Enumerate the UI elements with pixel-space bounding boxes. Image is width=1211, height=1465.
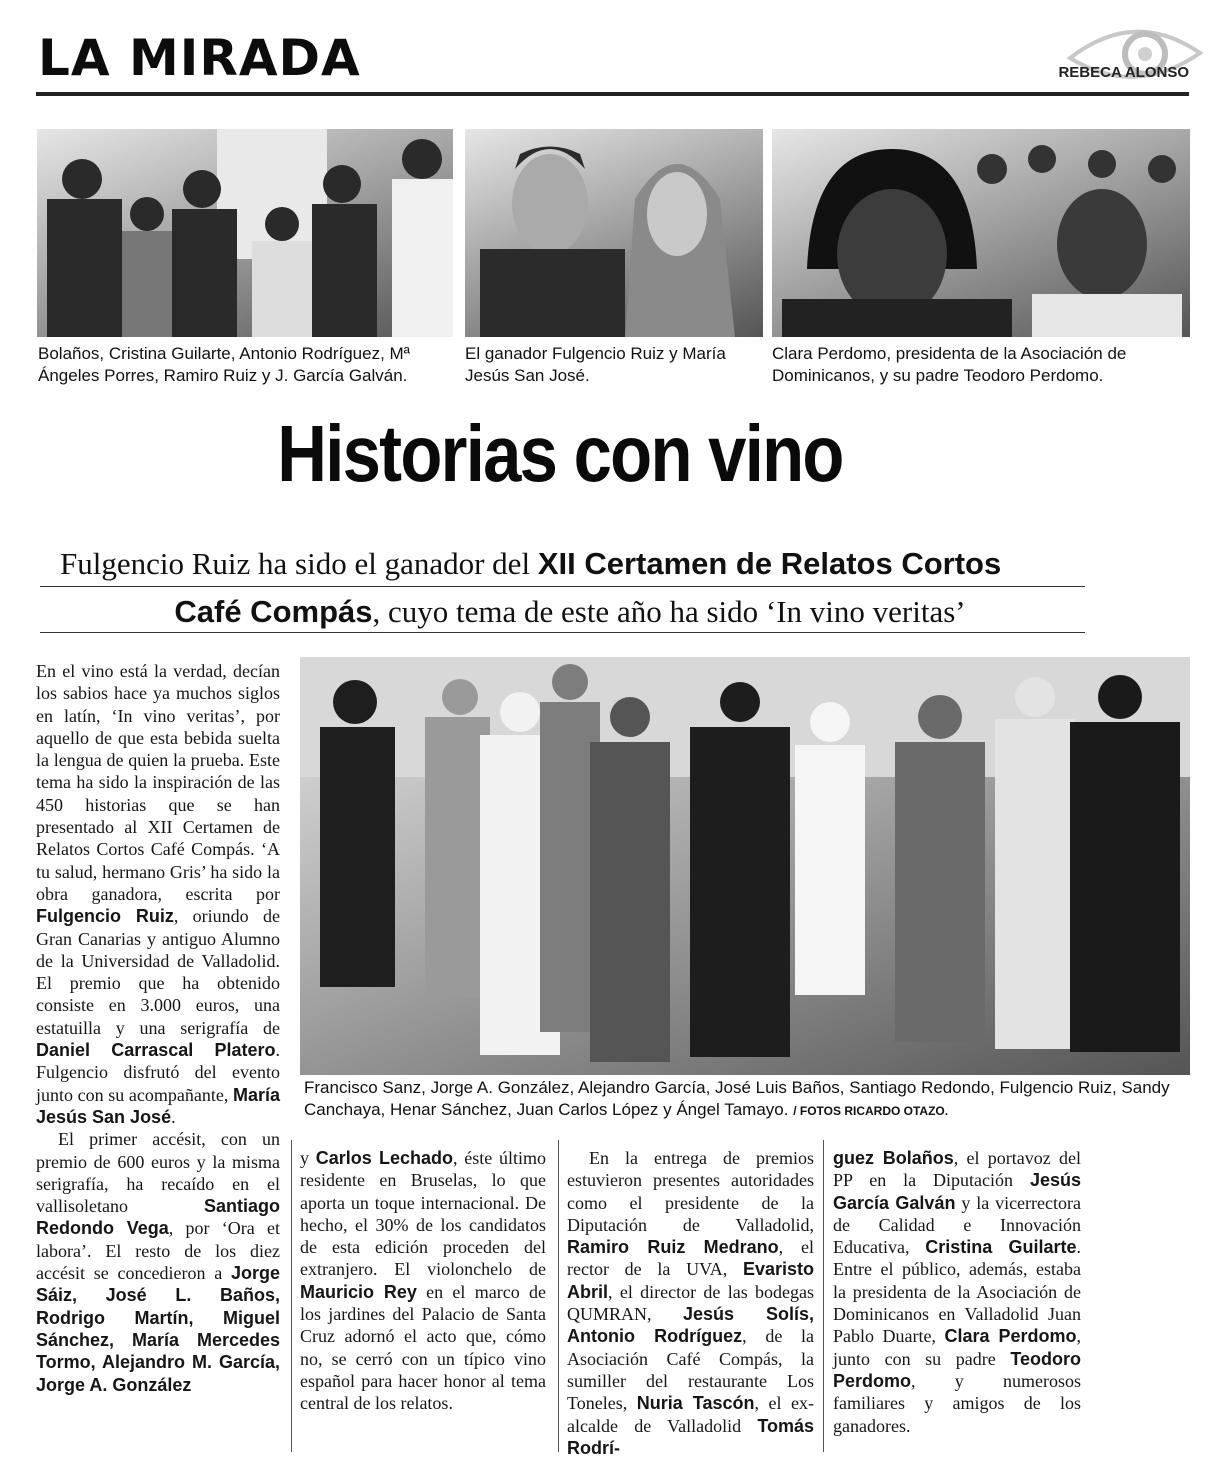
name-bold: Santiago Redondo Vega xyxy=(36,1196,280,1239)
caption-group-text: Francisco Sanz, Jorge A. González, Alejandro García, José Luis Baños, Santiago Redondo, Fulgencio Ruiz, Sandy Canchaya, Henar Sánchez, Juan Carlos López y Ángel Tamayo. xyxy=(304,1078,1170,1119)
subheadline-rule xyxy=(40,586,1085,587)
text: , junto con su padre xyxy=(833,1326,1081,1369)
paragraph xyxy=(36,660,280,1128)
photo-credit: / FOTOS RICARDO OTAZO. xyxy=(793,1104,949,1118)
column-divider xyxy=(558,1140,559,1452)
photo-perdomo xyxy=(772,129,1190,337)
header-rule xyxy=(36,92,1189,96)
article-column-2 xyxy=(300,1147,546,1415)
text: . xyxy=(171,1106,176,1127)
text: , oriundo de Gran Canarias y antiguo Alumno de la Universidad de Valladolid. El premio que ha obtenido consiste en 3.000 euros, una estatuilla y una serigrafía de xyxy=(36,906,281,1038)
subheadline-rule xyxy=(40,632,1085,633)
subheadline-text: Fulgencio Ruiz ha sido el ganador del xyxy=(60,546,538,581)
headline: Historias con vino xyxy=(277,409,843,498)
name-bold: Ramiro Ruiz Medrano xyxy=(567,1237,779,1258)
name-bold: Tomás Rodrí- xyxy=(567,1415,814,1458)
article-column-4 xyxy=(833,1147,1081,1437)
subheadline-line-1 xyxy=(60,545,1090,583)
name-bold: Nuria Tascón xyxy=(636,1393,755,1414)
name-bold: María Jesús San José xyxy=(36,1084,280,1127)
text: en el marco de los jardines del Palacio de Santa Cruz adornó el acto que, cómo no, se cerró con un típico vino español para hacer honor al tema central de los relatos. xyxy=(300,1281,546,1414)
article-column-1 xyxy=(36,660,280,1396)
byline: REBECA ALONSO xyxy=(1058,64,1189,81)
text: , el rector de la UVA, xyxy=(567,1237,814,1280)
subheadline-bold: Café Compás xyxy=(174,594,373,629)
caption-winner: El ganador Fulgencio Ruiz y María Jesús San José. xyxy=(465,344,726,385)
paragraph xyxy=(36,1128,280,1396)
caption-group xyxy=(304,1077,1184,1122)
name-bold: Jesús Solís, Antonio Rodríguez xyxy=(567,1304,814,1347)
paragraph xyxy=(300,1147,546,1415)
photo-winner xyxy=(465,129,763,337)
name-bold: Evaristo Abril xyxy=(567,1259,814,1302)
section-title: LA MIRADA xyxy=(38,29,361,87)
photo-officials xyxy=(37,129,453,337)
name-bold: Clara Perdomo xyxy=(944,1326,1077,1347)
column-divider xyxy=(823,1140,824,1452)
text: , el director de las bodegas QUMRAN, xyxy=(567,1281,814,1325)
text: , el ex-alcalde de Valladolid xyxy=(567,1393,814,1436)
text: . Entre el público, además, estaba la presidenta de la Asociación de Dominicanos en Valladolid Juan Pablo Duarte, xyxy=(833,1237,1081,1347)
caption-officials: Bolaños, Cristina Guilarte, Antonio Rodríguez, Mª Ángeles Porres, Ramiro Ruiz y J. García Galván. xyxy=(38,344,410,385)
paragraph xyxy=(567,1147,814,1459)
article-column-3 xyxy=(567,1147,814,1459)
subheadline-bold: XII Certamen de Relatos Cortos xyxy=(537,546,1002,581)
text: , por ‘Ora et labora’. El resto de los diez accésit se concedieron a xyxy=(36,1218,281,1284)
text: , y numerosos familiares y amigos de los ganadores. xyxy=(833,1370,1081,1436)
paragraph xyxy=(833,1147,1081,1437)
photo-group xyxy=(300,657,1190,1075)
text: . Fulgencio disfrutó del evento junto con su acompañante, xyxy=(36,1040,280,1105)
text: , el portavoz del PP en la Diputación xyxy=(833,1148,1081,1191)
name-bold: Mauricio Rey xyxy=(300,1281,417,1302)
text: En el vino está la verdad, decían los sabios hace ya muchos siglos en latín, ‘In vino veritas’, por aquello de que esta bebida suelta la lengua de quien la prueba. Este tema ha sido la inspiración de las 450 historias que se han presentado al XII Certamen de Relatos Cortos Café Compás. ‘A tu salud, hermano Gris’ ha sido la obra ganadora, escrita por xyxy=(36,661,280,904)
text: , éste último residente en Bruselas, lo que aporta un toque internacional. De hecho, el 30% de los candidatos de esta edición proceden del extranjero. El violonchelo de xyxy=(300,1148,546,1280)
eye-logo-icon xyxy=(1060,8,1210,98)
name-bold: guez Bolaños xyxy=(833,1148,954,1168)
text: El primer accésit, con un premio de 600 euros y la misma serigrafía, ha recaído en el vallisoletano xyxy=(36,1129,280,1217)
name-bold: Daniel Carrascal Platero xyxy=(36,1040,276,1061)
name-bold: Carlos Lechado xyxy=(315,1148,454,1168)
name-bold: Jorge Sáiz, José L. Baños, Rodrigo Martín, Miguel Sánchez, María Mercedes Tormo, Alejandro M. García, Jorge A. González xyxy=(36,1263,280,1395)
text: En la entrega de premios estuvieron presentes autoridades como el presidente de la Diputación de Valladolid, xyxy=(567,1148,814,1235)
text: y xyxy=(300,1148,316,1168)
name-bold: Jesús García Galván xyxy=(833,1170,1081,1213)
name-bold: Cristina Guilarte xyxy=(925,1237,1077,1258)
subheadline-text: , cuyo tema de este año ha sido ‘In vino veritas’ xyxy=(372,594,966,629)
subheadline-line-2 xyxy=(120,593,1020,631)
name-bold: Teodoro Perdomo xyxy=(833,1348,1081,1391)
text: , de la Asociación Café Compás, la sumiller del restaurante Los Toneles, xyxy=(567,1326,814,1414)
caption-perdomo: Clara Perdomo, presidenta de la Asociación de Dominicanos, y su padre Teodoro Perdomo. xyxy=(772,344,1127,385)
text: y la vicerrectora de Calidad e Innovación Educativa, xyxy=(833,1192,1081,1258)
name-bold: Fulgencio Ruiz xyxy=(36,906,174,927)
column-divider xyxy=(291,1140,292,1452)
